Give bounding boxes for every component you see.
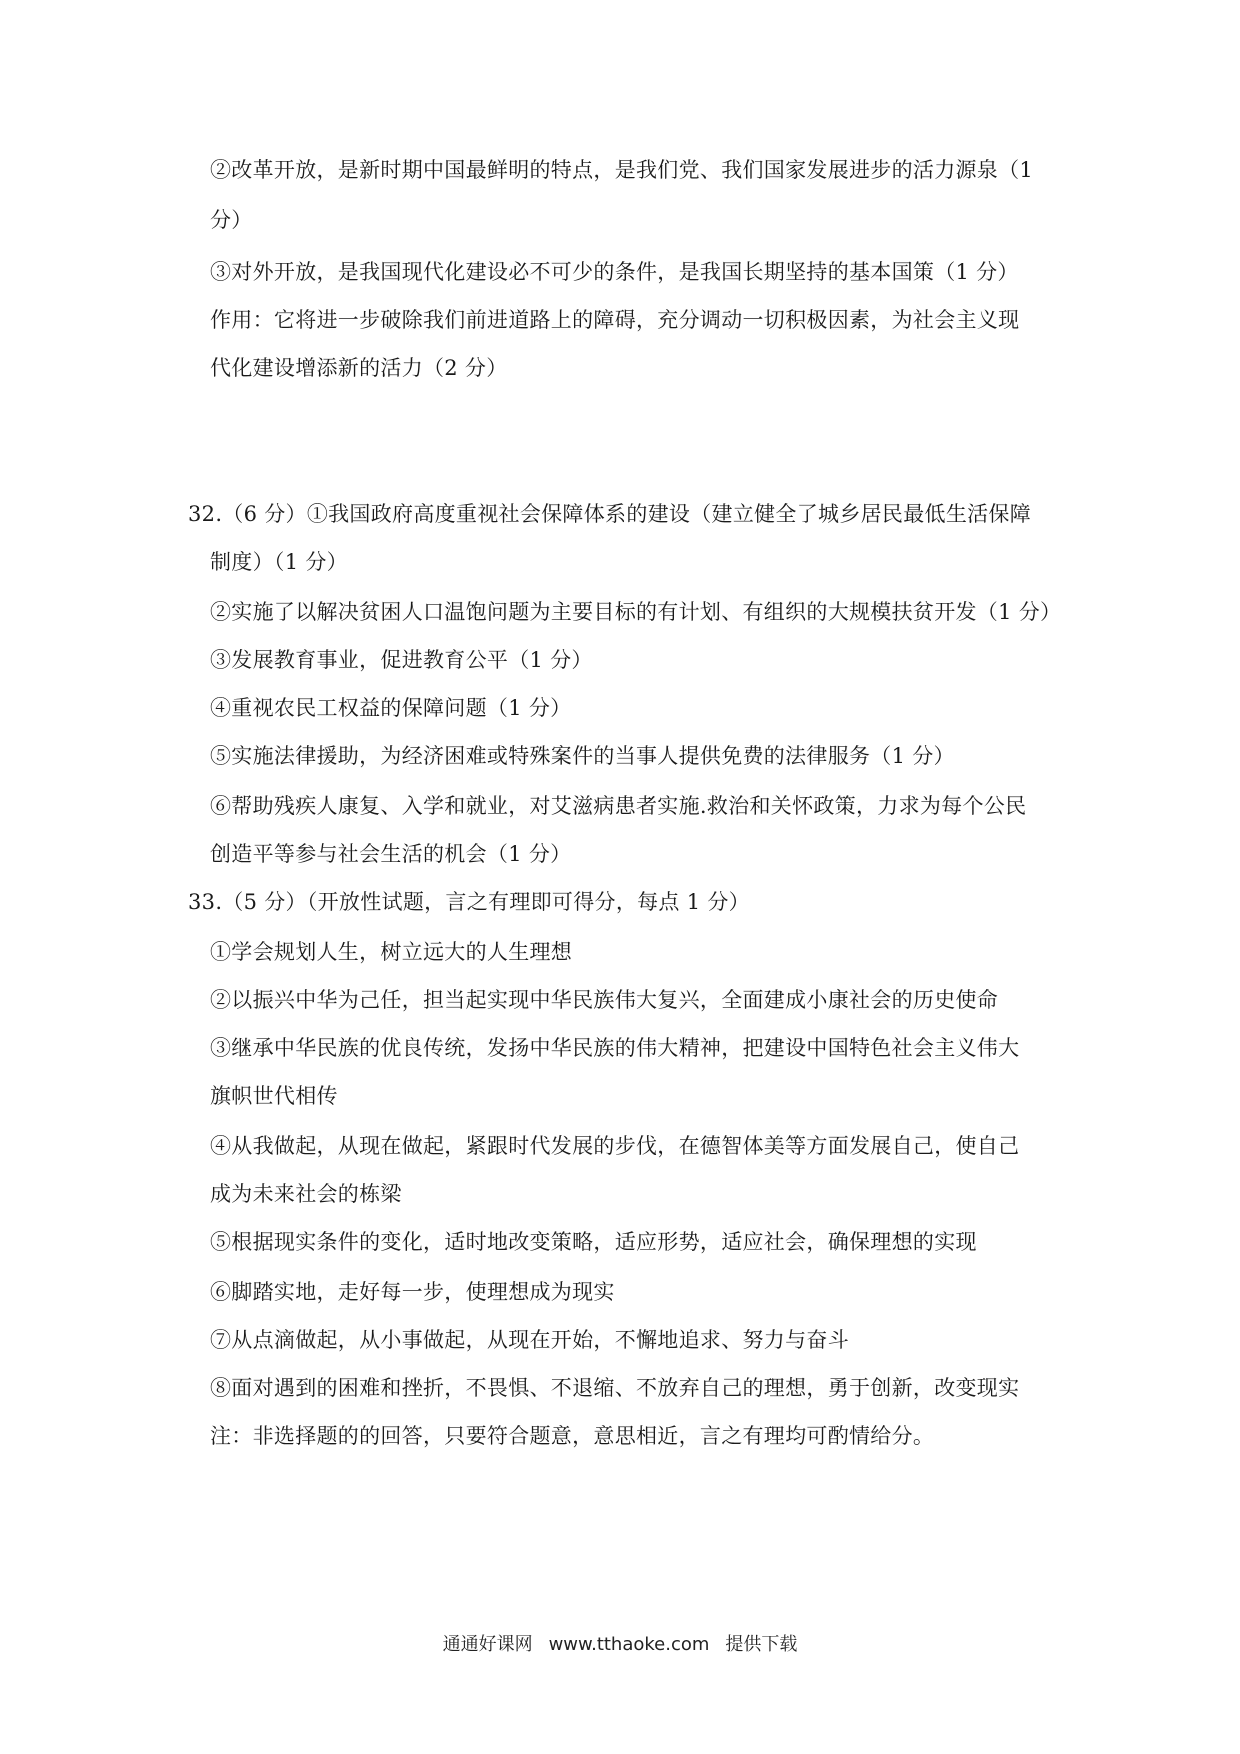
footer-url: www.tthaoke.com [548,1634,710,1655]
answer-line: ⑤根据现实条件的变化，适时地改变策略，适应形势，适应社会，确保理想的实现 [210,1230,977,1254]
answer-line: 制度）（1 分） [210,550,348,574]
answer-line: ⑥脚踏实地，走好每一步，使理想成为现实 [210,1280,615,1304]
answer-line: ②实施了以解决贫困人口温饱问题为主要目标的有计划、有组织的大规模扶贫开发（1 分） [210,600,1062,624]
answer-line: ②改革开放，是新时期中国最鲜明的特点，是我们党、我们国家发展进步的活力源泉（1 [210,158,1034,182]
answer-line: ⑦从点滴做起，从小事做起，从现在开始，不懈地追求、努力与奋斗 [210,1328,849,1352]
answer-line: ⑧面对遇到的困难和挫折，不畏惧、不退缩、不放弃自己的理想，勇于创新，改变现实 [210,1376,1020,1400]
question-33-header: 33.（5 分）（开放性试题，言之有理即可得分，每点 1 分） [188,890,750,914]
footer-site-name: 通通好课网 [442,1634,533,1655]
answer-line: ⑥帮助残疾人康复、入学和就业，对艾滋病患者实施.救治和关怀政策，力求为每个公民 [210,794,1027,818]
question-32-header: 32.（6 分）①我国政府高度重视社会保障体系的建设（建立健全了城乡居民最低生活保障 [188,502,1032,526]
answer-line: ③对外开放，是我国现代化建设必不可少的条件，是我国长期坚持的基本国策（1 分） [210,260,1019,284]
answer-line: 成为未来社会的栋梁 [210,1182,402,1206]
answer-line: ①学会规划人生，树立远大的人生理想 [210,940,573,964]
answer-line: ③发展教育事业，促进教育公平（1 分） [210,648,593,672]
grading-note: 注：非选择题的的回答，只要符合题意，意思相近，言之有理均可酌情给分。 [210,1424,935,1448]
answer-line: 旗帜世代相传 [210,1084,338,1108]
answer-line: 创造平等参与社会生活的机会（1 分） [210,842,572,866]
answer-line: 分） [210,208,253,232]
answer-line: 代化建设增添新的活力（2 分） [210,356,508,380]
answer-line: ②以振兴中华为己任，担当起实现中华民族伟大复兴，全面建成小康社会的历史使命 [210,988,999,1012]
answer-line: 作用：它将进一步破除我们前进道路上的障碍，充分调动一切积极因素，为社会主义现 [210,308,1020,332]
answer-line: ④重视农民工权益的保障问题（1 分） [210,696,572,720]
answer-line: ③继承中华民族的优良传统，发扬中华民族的伟大精神，把建设中国特色社会主义伟大 [210,1036,1020,1060]
answer-line: ⑤实施法律援助，为经济困难或特殊案件的当事人提供免费的法律服务（1 分） [210,744,955,768]
footer-suffix: 提供下载 [725,1634,798,1655]
page-footer [0,1630,1240,1656]
answer-line: ④从我做起，从现在做起，紧跟时代发展的步伐，在德智体美等方面发展自己，使自己 [210,1134,1020,1158]
